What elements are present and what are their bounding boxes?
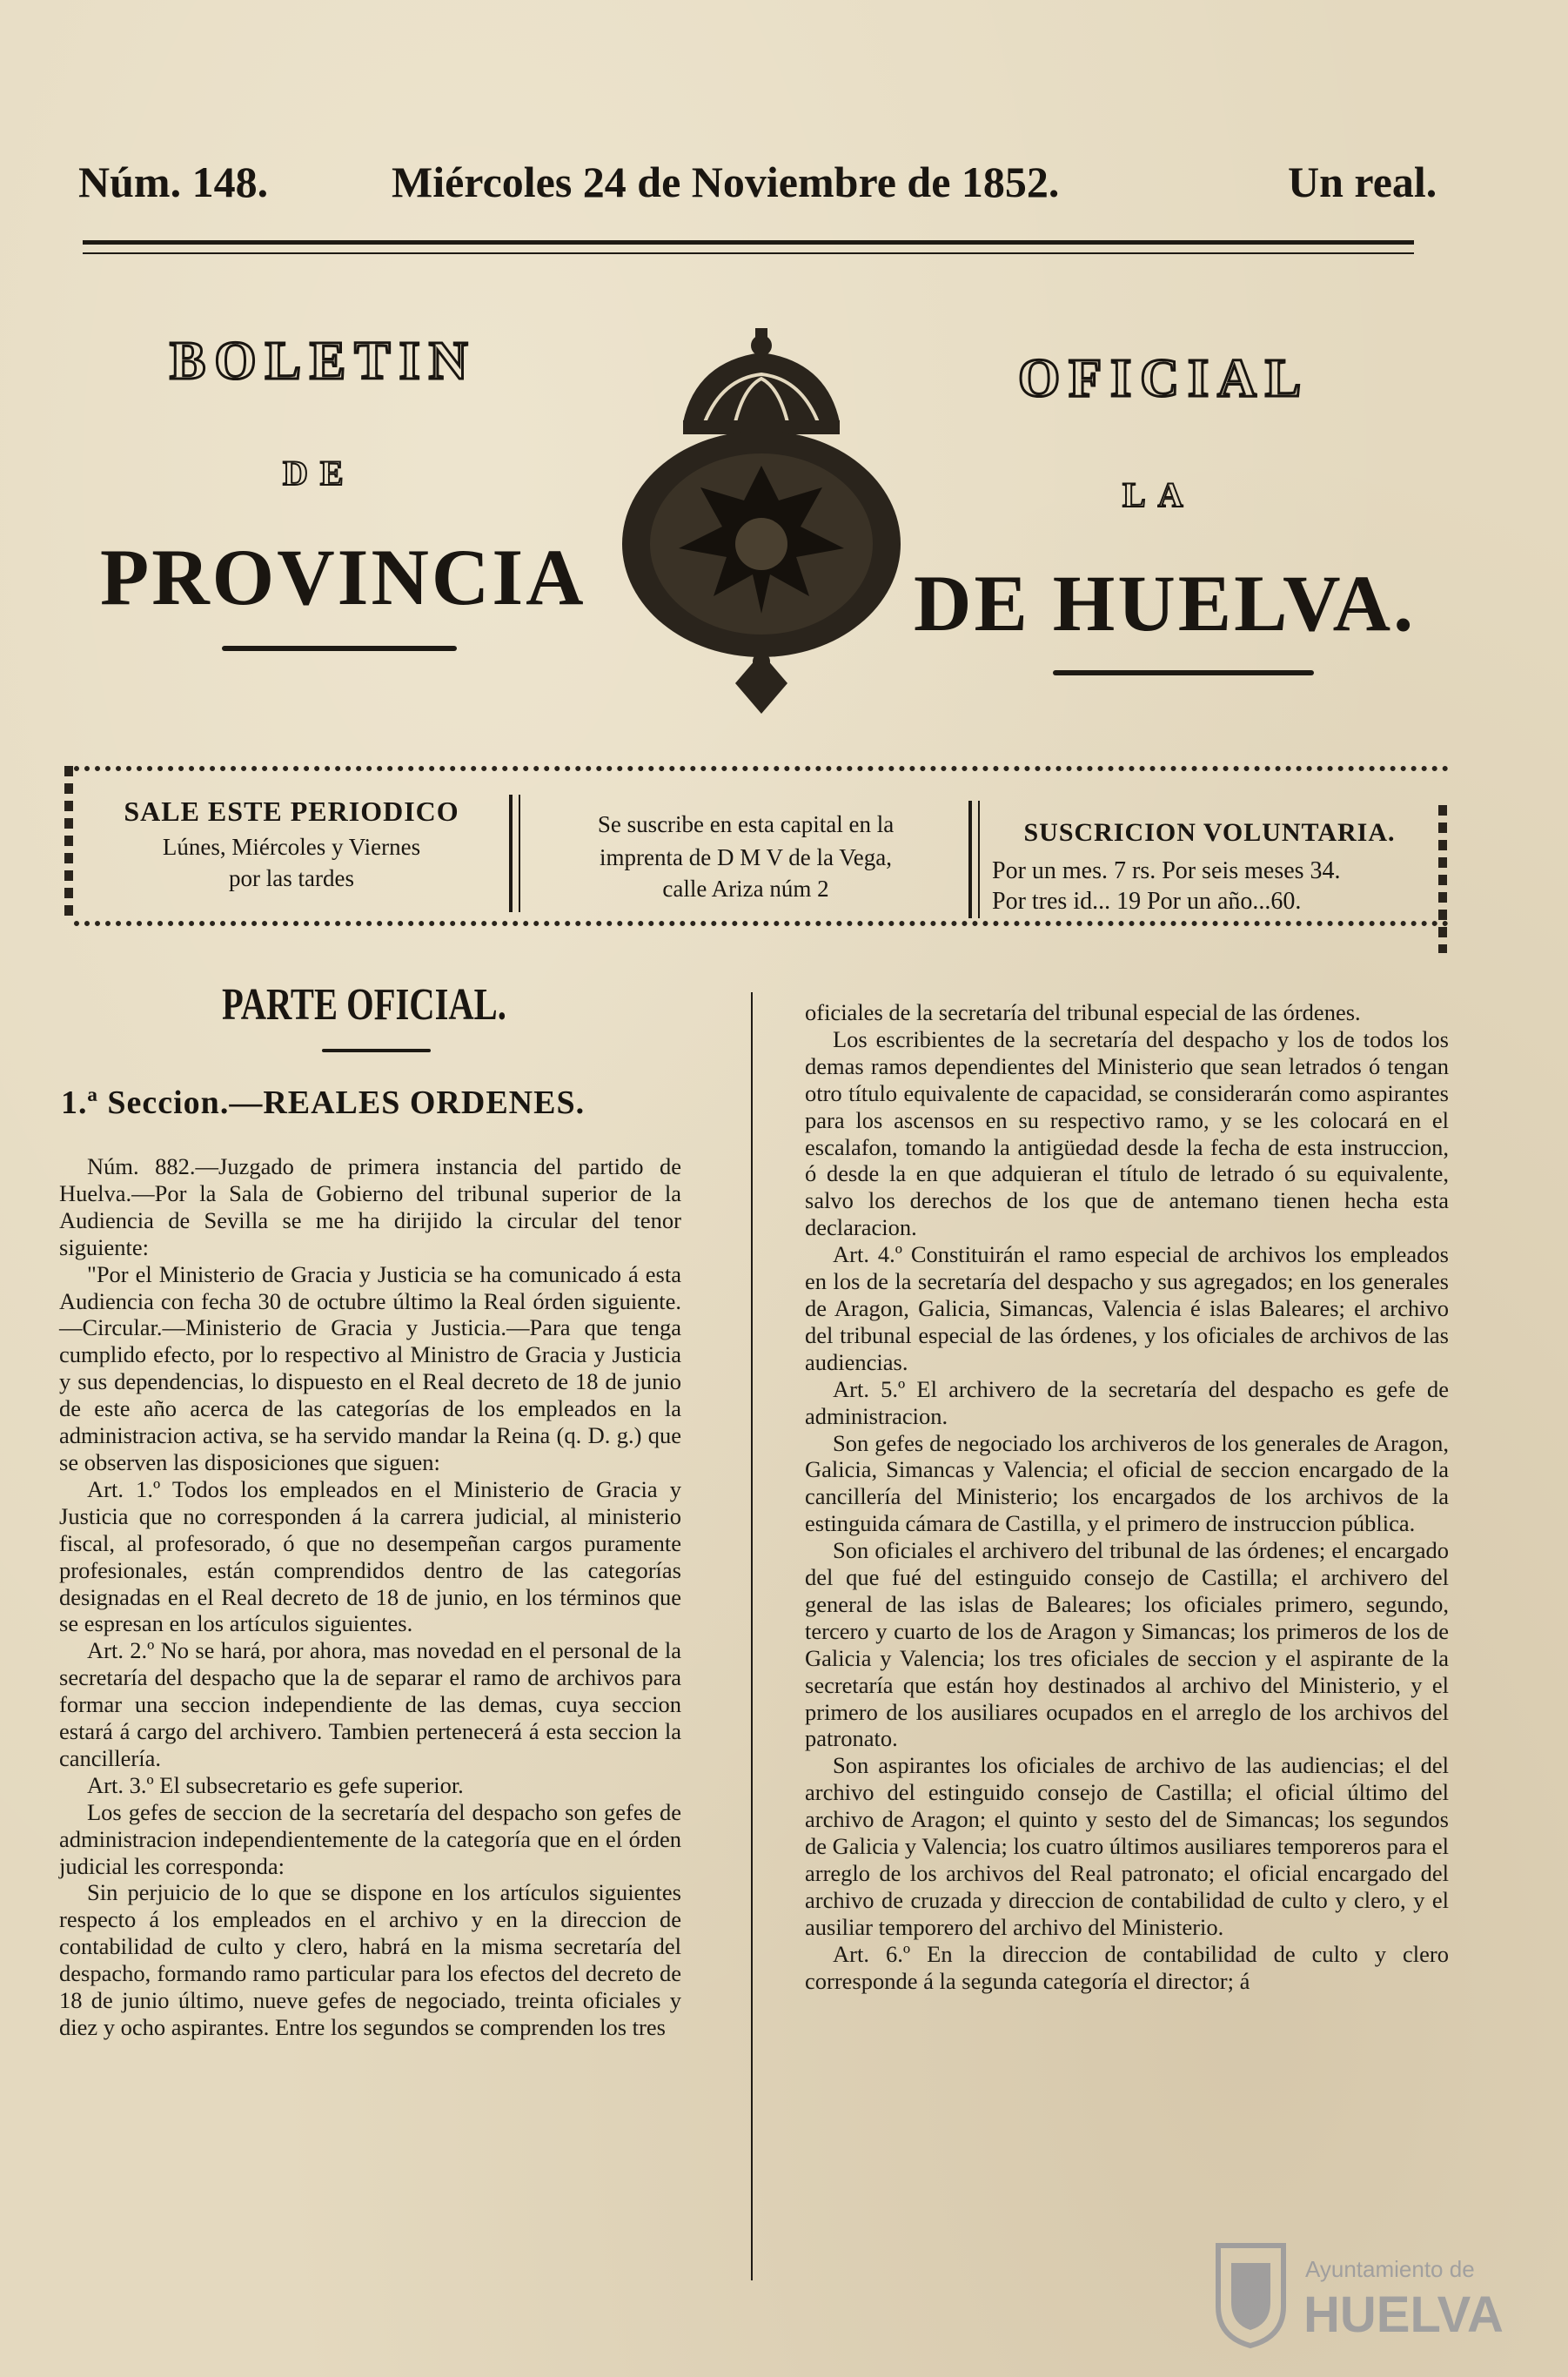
watermark-line1: Ayuntamiento de [1305,2256,1475,2282]
title-provincia: PROVINCIA [100,533,586,621]
paragraph: Los escribientes de la secretaría del despacho y los de todos los demas ramos dependientes del Ministerio que sean letrados ó tengan otro título equivalente de capacidad, se considerarán como aspirantes para los ascensos en su respectivo ramo, y se les colocará en el escalafon, tomando la antigüedad desde la fecha de esta instruccion, ó desde la en que adquieran el título de letrado ó su equivalente, salvo los derechos de los que de antemano tienen hecha esta declaracion. [805,1025,1449,1241]
info-top-border [74,766,1449,771]
title-boletin: BOLETIN [170,332,477,391]
column-divider [751,992,753,2280]
paragraph: Son gefes de negociado los archiveros de los generales de Aragon, Galicia, Simancas y Valencia; el oficial de seccion encargado de la cancillería del Ministerio; los encargados de los archivos de la estinguida cámara de Castilla, y el primero de instruccion pública. [805,1429,1449,1537]
section-title: 1.ª Seccion.—REALES ORDENES. [61,1084,586,1121]
info-right-border [1438,805,1447,953]
info-mid-line2: imprenta de D M V de la Vega, [600,844,892,870]
paragraph: Sin perjuicio de lo que se dispone en los artículos siguientes respecto á los empleados en el archivo y en la direccion de contabilidad de culto y clero, habrá en la misma secretaría del despacho, formando ramo particular para los efectos del decreto de 18 de junio último, nueve gefes de negociado, treinta oficiales y diez y ocho aspirantes. Entre los segundos se comprenden los tres [59,1879,681,2040]
paragraph: Art. 4.º Constituirán el ramo especial de archivos los empleados en los de la secretaría del despacho y sus agregados; en los generales de Aragon, Galicia, Simancas, Valencia é islas Baleares; el archivo del tribunal especial de las órdenes, y los oficiales de archivos de las audiencias. [805,1241,1449,1375]
info-divider-2b [978,801,980,918]
masthead-rule-thin [83,252,1414,254]
info-divider-2a [968,801,972,918]
paragraph: Art. 1.º Todos los empleados en el Ministerio de Gracia y Justicia que no corresponden á la carrera judicial, al ministerio fiscal, al profesorado, ó que no desempeñan cargos puramente profesionales, están comprendidos dentro de las categorías designadas en el Real decreto de 18 de junio, en los términos que se espresan en los artículos siguientes. [59,1475,681,1637]
paragraph: Art. 5.º El archivero de la secretaría del despacho es gefe de administracion. [805,1375,1449,1429]
info-right-heading: SUSCRICION VOLUNTARIA. [1023,818,1396,847]
info-divider-1b [519,795,520,912]
paragraph: "Por el Ministerio de Gracia y Justicia se ha comunicado á esta Audiencia con fecha 30 de octubre último la Real órden siguiente.—Circular.—Ministerio de Gracia y Justicia.—Para que tenga cumplido efecto, por lo respectivo al Ministro de Gracia y Justicia y sus dependencias, lo dispuesto en el Real decreto de 18 de junio de este año acerca de las categorías de los empleados en la administracion activa, se ha servido mandar la Reina (q. D. g.) que se observen las disposiciones que siguen: [59,1260,681,1475]
ayuntamiento-watermark [1210,2237,1523,2359]
paragraph: Art. 2.º No se hará, por ahora, mas novedad en el personal de la secretaría del despacho que la de separar el ramo de archivos para formar una seccion independiente de las demas, cuya seccion estará á cargo del archivero. Tambien pertenecerá á esta seccion la cancillería. [59,1637,681,1771]
title-oficial: OFICIAL [1018,349,1310,408]
title-ornament-left [222,646,457,651]
heading-ornament [322,1049,431,1052]
paragraph: Art. 6.º En la direccion de contabilidad de culto y clero corresponde á la segunda categoría el director; á [805,1940,1449,1994]
paragraph: Art. 3.º El subsecretario es gefe superior. [87,1771,464,1798]
info-right-line2: Por tres id... 19 Por un año...60. [992,888,1302,915]
info-mid-line3: calle Ariza núm 2 [662,876,829,902]
paragraph: Los gefes de seccion de la secretaría del despacho son gefes de administracion independientemente de la categoría que en el órden judicial les corresponda: [59,1798,681,1879]
parte-oficial-heading: PARTE OFICIAL. [222,980,506,1030]
title-huelva: DE HUELVA. [914,559,1417,648]
left-column-text [59,1153,681,2041]
paragraph: Son aspirantes los oficiales de archivo de las audiencias; el del archivo del estinguido consejo de Castilla; el oficial último del archivo de Aragon; el quinto y sesto del de Simancas; los segundos de Galicia y Valencia; los cuatro últimos ausiliares temporeros para el arreglo de los archivos del Real patronato; el oficial encargado del archivo de cruzada y direccion de contabilidad de culto y clero, y el ausiliar temporero del archivo del Ministerio. [805,1752,1449,1940]
city-shield-icon [1210,2237,1292,2350]
coat-of-arms-icon [600,326,922,718]
info-left-border [64,766,73,923]
issue-date: Miércoles 24 de Noviembre de 1852. [392,158,1060,206]
right-column-text [805,999,1449,1995]
issue-price: Un real. [1288,158,1437,206]
title-ornament-right [1053,670,1314,675]
masthead-rule-thick [83,240,1414,245]
paragraph: Núm. 882.—Juzgado de primera instancia del partido de Huelva.—Por la Sala de Gobierno del tribunal superior de la Audiencia de Sevilla se me ha dirijido la circular del tenor siguiente: [59,1153,681,1260]
paragraph: Son oficiales el archivero del tribunal de las órdenes; el encargado del que fué del estinguido consejo de Castilla; el archivero del general de las islas de Baleares; los oficiales primero, segundo, tercero y cuarto de los de Aragon y Simancas; los primeros de los de Galicia y Valencia; los tres oficiales de seccion y el aspirante de la secretaría que están hoy destinados al archivo del Ministerio, y el primero de los ausiliares ocupados en el arreglo de los archivos del patronato. [805,1537,1449,1752]
info-mid-line1: Se suscribe en esta capital en la [597,811,895,837]
info-right-line1: Por un mes. 7 rs. Por seis meses 34. [992,857,1341,884]
title-la: LA [1122,475,1196,514]
info-bottom-border [74,921,1449,926]
issue-number: Núm. 148. [78,158,269,206]
watermark-line2: HUELVA [1303,2286,1504,2343]
info-left-line2: por las tardes [229,865,354,891]
info-divider-1a [509,795,513,912]
info-left-heading: SALE ESTE PERIODICO [124,796,459,827]
title-de: DE [283,453,356,493]
masthead [78,157,1462,235]
info-left-line1: Lúnes, Miércoles y Viernes [162,834,421,860]
paragraph: oficiales de la secretaría del tribunal especial de las órdenes. [805,999,1361,1025]
